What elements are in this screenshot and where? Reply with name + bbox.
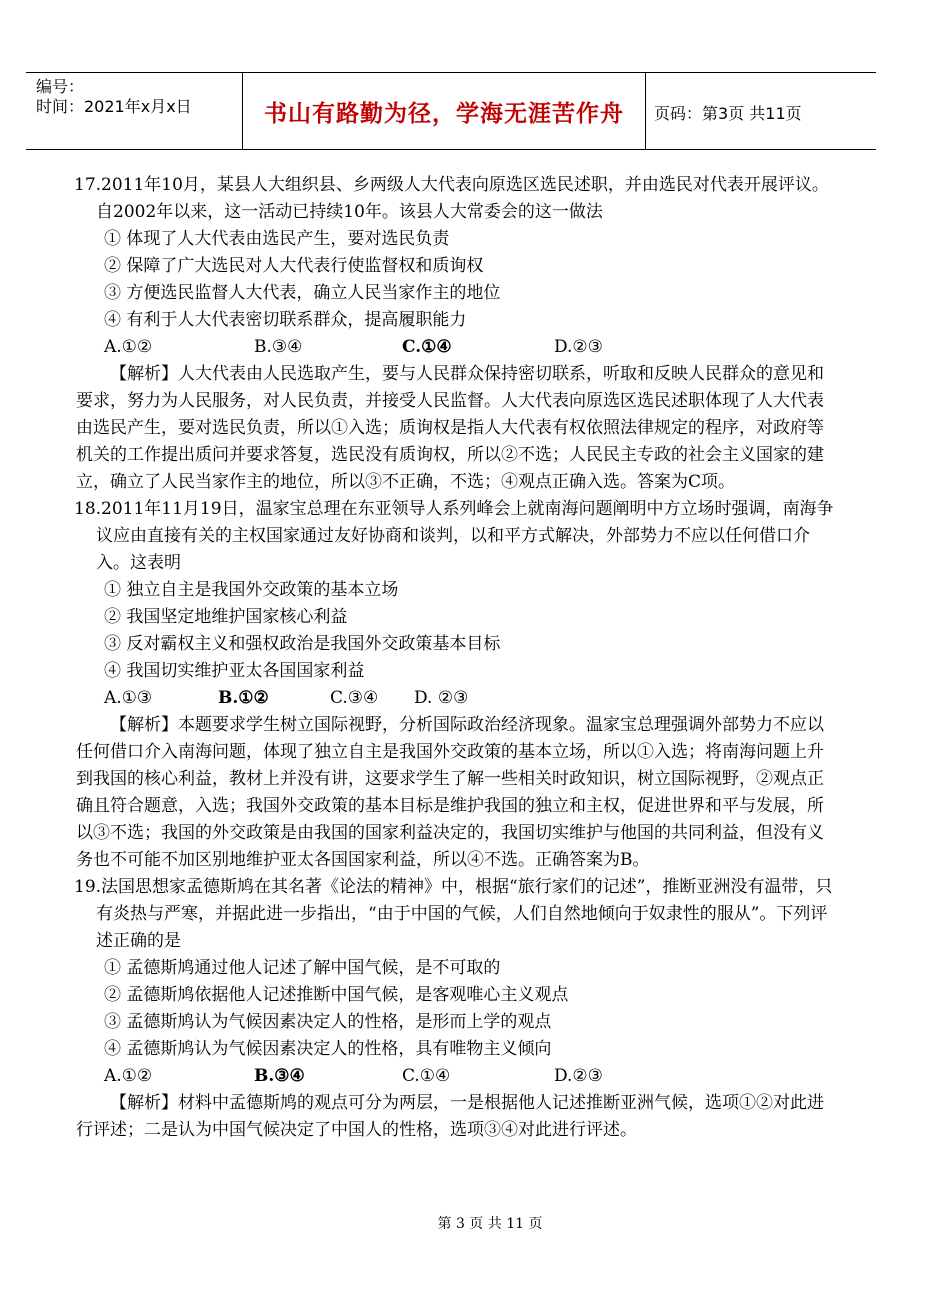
choice-a: A.①②	[104, 1066, 153, 1086]
motto: 书山有路勤为径，学海无涯苦作舟	[264, 101, 624, 127]
choice-c: C.①④	[402, 337, 452, 357]
analysis: 【解析】本题要求学生树立国际视野，分析国际政治经济现象。温家宝总理强调外部势力不应以任何借口介入南海问题，体现了独立自主是我国外交政策的基本立场，所以①入选；将南海问题上升到我国的核心利益，教材上并没有讲，这要求学生了解一些相关时政知识，树立国际视野，②观点正确且符合题意，入选；我国外交政策的基本目标是维护我国的独立和主权，促进世界和平与发展，所以③不选；我国的外交政策是由我国的国家利益决定的，我国切实维护与他国的共同利益，但没有义务也不可能不加区别地维护亚太各国国家利益，所以④不选。正确答案为B。	[76, 715, 824, 870]
question-stem: 19.法国思想家孟德斯鸠在其名著《论法的精神》中，根据“旅行家们的记述”，推断亚洲没有温带，只有炎热与严寒，并据此进一步指出，“由于中国的气候，人们自然地倾向于奴隶性的服从”。下列评述正确的是	[74, 877, 833, 951]
choice-b: B.③④	[254, 1066, 305, 1086]
option: ④ 孟德斯鸠认为气候因素决定人的性格，具有唯物主义倾向	[104, 1039, 552, 1059]
choices	[76, 334, 836, 361]
choice-a: A.①②	[104, 337, 153, 357]
choice-b: B.①②	[218, 688, 269, 708]
choices	[76, 685, 836, 712]
option: ④ 有利于人大代表密切联系群众，提高履职能力	[104, 310, 467, 330]
analysis: 【解析】材料中孟德斯鸠的观点可分为两层，一是根据他人记述推断亚洲气候，选项①②对此进行评述；二是认为中国气候决定了中国人的性格，选项③④对此进行评述。	[76, 1093, 824, 1140]
choice-c: C.①④	[402, 1066, 451, 1086]
choice-d: D.②③	[554, 1066, 603, 1086]
choices	[76, 1063, 836, 1090]
question-18	[76, 496, 836, 874]
option: ③ 方便选民监督人大代表，确立人民当家作主的地位	[104, 283, 501, 303]
option: ③ 孟德斯鸠认为气候因素决定人的性格，是形而上学的观点	[104, 1012, 552, 1032]
option: ④ 我国切实维护亚太各国国家利益	[104, 661, 365, 681]
code-label: 编号：	[36, 77, 85, 96]
header-info	[36, 77, 241, 117]
choice-d: D. ②③	[414, 688, 469, 708]
option: ② 孟德斯鸠依据他人记述推断中国气候，是客观唯心主义观点	[104, 985, 569, 1005]
option: ② 保障了广大选民对人大代表行使监督权和质询权	[104, 256, 484, 276]
question-stem: 17.2011年10月，某县人大组织县、乡两级人大代表向原选区选民述职，并由选民对代表开展评议。自2002年以来，这一活动已持续10年。该县人大常委会的这一做法	[74, 175, 829, 222]
header-divider	[645, 73, 646, 149]
question-stem: 18.2011年11月19日，温家宝总理在东亚领导人系列峰会上就南海问题阐明中方立场时强调，南海争议应由直接有关的主权国家通过友好协商和谈判，以和平方式解决，外部势力不应以任何借口介入。这表明	[74, 499, 834, 573]
option: ① 孟德斯鸠通过他人记述了解中国气候，是不可取的	[104, 958, 501, 978]
document-body	[76, 172, 836, 1144]
option: ③ 反对霸权主义和强权政治是我国外交政策基本目标	[104, 634, 501, 654]
question-17	[76, 172, 836, 496]
choice-b: B.③④	[254, 337, 303, 357]
choice-a: A.①③	[104, 688, 153, 708]
choice-d: D.②③	[554, 337, 603, 357]
page-header	[26, 72, 876, 150]
option: ① 独立自主是我国外交政策的基本立场	[104, 580, 399, 600]
choice-c: C.③④	[330, 688, 379, 708]
page-code: 页码：第3页 共11页	[654, 104, 802, 123]
option: ① 体现了人大代表由选民产生，要对选民负责	[104, 229, 450, 249]
page-footer: 第 3 页 共 11 页	[437, 1216, 543, 1232]
time-label: 时间：2021年x月x日	[36, 97, 192, 116]
analysis: 【解析】人大代表由人民选取产生，要与人民群众保持密切联系，听取和反映人民群众的意见和要求，努力为人民服务，对人民负责，并接受人民监督。人大代表向原选区选民述职体现了人大代表由选民产生，要对选民负责，所以①入选；质询权是指人大代表有权依照法律规定的程序，对政府等机关的工作提出质问并要求答复，选民没有质询权，所以②不选；人民民主专政的社会主义国家的建立，确立了人民当家作主的地位，所以③不正确，不选；④观点正确入选。答案为C项。	[76, 364, 824, 492]
question-19	[76, 874, 836, 1144]
option: ② 我国坚定地维护国家核心利益	[104, 607, 348, 627]
